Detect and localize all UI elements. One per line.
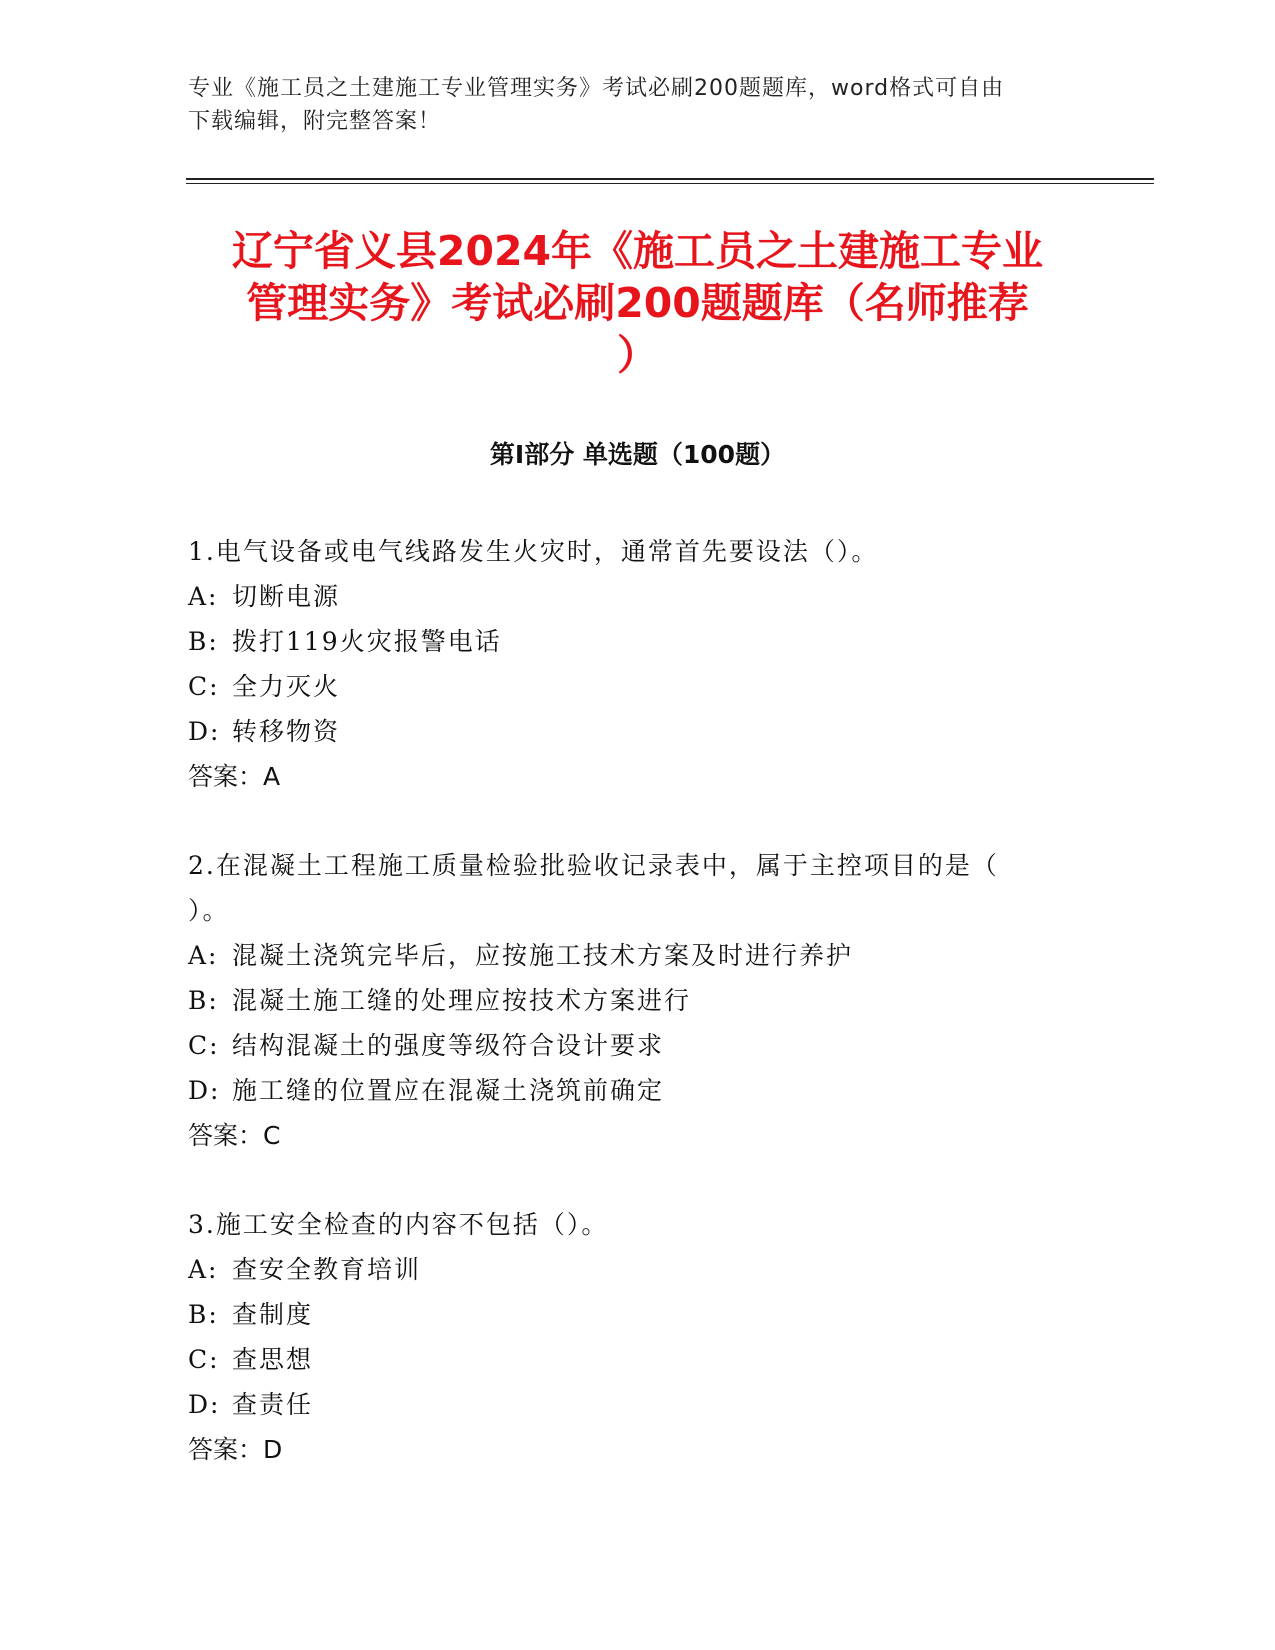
option-letter: A: [188, 941, 219, 970]
header-note [188, 72, 1088, 138]
option-letter: D: [188, 1390, 221, 1419]
option-d [188, 1382, 1068, 1427]
option-text: 查思想 [232, 1345, 314, 1374]
option-letter: B: [188, 627, 219, 656]
option-letter: B: [188, 1300, 219, 1329]
question-stem: 1.电气设备或电气线路发生火灾时，通常首先要设法（）。 [188, 537, 879, 566]
option-a [188, 574, 1068, 619]
option-letter: B: [188, 986, 219, 1015]
question-stem: 2.在混凝土工程施工质量检验批验收记录表中，属于主控项目的是（ [188, 851, 999, 880]
option-b [188, 1292, 1068, 1337]
option-c [188, 1023, 1068, 1068]
answer: 答案：C [188, 1121, 281, 1150]
answer: 答案：D [188, 1435, 283, 1464]
option-text: 混凝土施工缝的处理应按技术方案进行 [232, 986, 692, 1015]
option-letter: A: [188, 1255, 219, 1284]
document-title-line-2: 管理实务》考试必刷200题题库（名师推荐 [246, 279, 1029, 327]
option-d [188, 709, 1068, 754]
question-2 [188, 843, 1068, 1158]
option-c [188, 1337, 1068, 1382]
option-text: 拨打119火灾报警电话 [232, 627, 502, 656]
header-divider-thick [186, 178, 1154, 180]
document-title-line-3: ） [617, 331, 658, 379]
option-letter: A: [188, 582, 219, 611]
option-a [188, 1247, 1068, 1292]
question-3 [188, 1202, 1068, 1472]
document-title [150, 225, 1125, 381]
question-stem: 3.施工安全检查的内容不包括（）。 [188, 1210, 609, 1239]
option-c [188, 664, 1068, 709]
option-text: 查责任 [232, 1390, 314, 1419]
header-note-line-2: 下载编辑，附完整答案！ [188, 109, 442, 134]
option-text: 施工缝的位置应在混凝土浇筑前确定 [232, 1076, 665, 1105]
option-text: 结构混凝土的强度等级符合设计要求 [232, 1031, 665, 1060]
option-a [188, 933, 1068, 978]
header-note-line-1: 专业《施工员之土建施工专业管理实务》考试必刷200题题库，word格式可自由 [188, 76, 1005, 101]
answer: 答案：A [188, 762, 281, 791]
option-letter: C: [188, 1031, 220, 1060]
option-text: 切断电源 [232, 582, 341, 611]
option-letter: C: [188, 1345, 220, 1374]
question-1 [188, 529, 1068, 799]
option-text: 查制度 [232, 1300, 314, 1329]
option-letter: D: [188, 717, 221, 746]
question-stem-continued: ）。 [188, 896, 230, 925]
option-text: 转移物资 [232, 717, 341, 746]
option-text: 混凝土浇筑完毕后，应按施工技术方案及时进行养护 [232, 941, 854, 970]
option-text: 查安全教育培训 [232, 1255, 422, 1284]
option-text: 全力灭火 [232, 672, 341, 701]
header-divider-thin [186, 183, 1154, 184]
option-letter: C: [188, 672, 220, 701]
option-b [188, 978, 1068, 1023]
document-title-line-1: 辽宁省义县2024年《施工员之土建施工专业 [231, 227, 1044, 275]
option-b [188, 619, 1068, 664]
option-letter: D: [188, 1076, 221, 1105]
question-list [188, 529, 1068, 1516]
section-heading: 第Ⅰ部分 单选题（100题） [489, 440, 786, 469]
option-d [188, 1068, 1068, 1113]
